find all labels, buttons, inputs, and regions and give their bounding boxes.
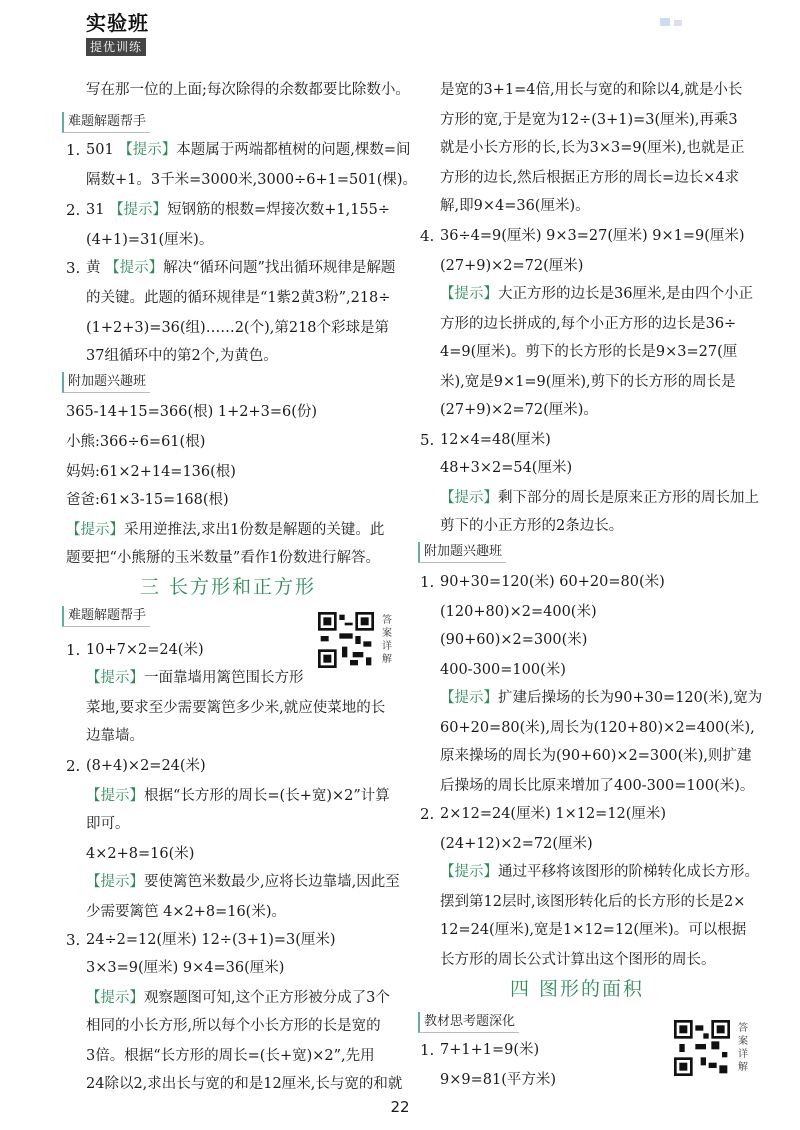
qr-code-icon	[318, 612, 374, 668]
qr-caption: 答案详解	[738, 1023, 748, 1073]
text-line: 写在那一位的上面;每次除得的余数都要比除数小。	[86, 82, 410, 98]
hint-marker: 【提示】	[440, 690, 498, 706]
qr-caption: 答案详解	[382, 615, 392, 665]
answer-line: 7+1+1=9(米)	[440, 1042, 540, 1058]
answer-line: (27+9)×2=72(厘米)	[440, 258, 584, 274]
question-number: 2.	[66, 201, 81, 219]
section-label: 难题解题帮手	[62, 112, 150, 133]
brand-title: 实验班	[86, 11, 149, 35]
hint-marker: 【提示】	[440, 490, 498, 506]
answer-line: 原来操场的周长为(90+60)×2=300(米),则扩建	[440, 748, 752, 764]
answer-line: (8+4)×2=24(米)	[86, 758, 206, 774]
question-number: 4.	[420, 227, 435, 245]
answer-line: 48+3×2=54(厘米)	[440, 460, 573, 476]
answer-line: (4+1)=31(厘米)。	[86, 232, 214, 248]
answer-line: 12×4=48(厘米)	[440, 432, 551, 448]
hint-marker: 【提示】	[440, 286, 498, 302]
answer-line: (90+60)×2=300(米)	[440, 632, 588, 648]
answer-line: 400-300=100(米)	[440, 662, 566, 678]
answer-line: (27+9)×2=72(厘米)。	[440, 402, 598, 418]
answer-line: 60+20=80(米),周长为(120+80)×2=400(米),	[440, 720, 755, 736]
answer-line: 2×12=24(厘米) 1×12=12(厘米)	[440, 806, 667, 822]
answer-line: 的关键。此题的循环规律是“1紫2黄3粉”,218÷	[86, 290, 391, 306]
hint-marker: 【提示】	[118, 142, 177, 158]
answer-line: 10+7×2=24(米)	[86, 642, 204, 658]
hint-line: 【提示】大正方形的边长是36厘米,是由四个小正	[440, 286, 754, 302]
hint-marker: 【提示】	[105, 260, 164, 276]
answer-line: 方形的宽,于是宽为12÷(3+1)=3(厘米),再乘3	[440, 112, 738, 128]
answer-line: 36÷4=9(厘米) 9×3=27(厘米) 9×1=9(厘米)	[440, 228, 745, 244]
answer-line: 31 【提示】短钢筋的根数=焊接次数+1,155÷	[86, 202, 391, 218]
section-label: 附加题兴趣班	[418, 542, 506, 563]
brand-logo	[86, 10, 166, 56]
hint-line: 题要把“小熊掰的玉米数量”看作1份数进行解答。	[66, 550, 381, 566]
answer-line: (24+12)×2=72(厘米)	[440, 836, 593, 852]
answer-line: 24÷2=12(厘米) 12÷(3+1)=3(厘米)	[86, 932, 336, 948]
chapter-title: 三 长方形和正方形	[140, 576, 317, 598]
hint-marker: 【提示】	[66, 522, 124, 538]
answer-line: 9×9=81(平方米)	[440, 1072, 557, 1088]
answer-line: 方形的边长,然后根据正方形的周长=边长×4求	[440, 170, 740, 186]
brand-subtitle: 提优训练	[86, 38, 146, 56]
answer-line: 剪下的小正方形的2条边长。	[440, 518, 624, 534]
question-number: 1.	[420, 573, 435, 591]
section-label: 难题解题帮手	[62, 606, 150, 627]
chapter-title: 四 图形的面积	[510, 978, 645, 1000]
hint-marker: 【提示】	[86, 670, 144, 686]
hint-marker: 【提示】	[109, 202, 168, 218]
question-number: 3.	[66, 259, 81, 277]
answer-line: 摆到第12层时,该图形转化后的长方形的长是2×	[440, 894, 746, 910]
hint-line: 【提示】采用逆推法,求出1份数是解题的关键。此	[66, 522, 385, 538]
answer-line: 3倍。根据“长方形的周长=(长+宽)×2”,先用	[86, 1048, 375, 1064]
qr-code-icon	[674, 1020, 730, 1076]
question-number: 1.	[420, 1041, 435, 1059]
hint-line: 【提示】一面靠墙用篱笆围长方形	[86, 670, 304, 686]
hint-marker: 【提示】	[440, 864, 498, 880]
hint-line: 【提示】根据“长方形的周长=(长+宽)×2”计算	[86, 788, 390, 804]
answer-line: 妈妈:61×2+14=136(根)	[66, 464, 236, 480]
answer-line: 即可。	[86, 816, 130, 832]
answer-line: 90+30=120(米) 60+20=80(米)	[440, 574, 665, 590]
answer-line: (120+80)×2=400(米)	[440, 604, 597, 620]
section-label: 教材思考题深化	[418, 1012, 519, 1033]
hint-marker: 【提示】	[86, 788, 144, 804]
answer-line: 爸爸:61×3-15=168(根)	[66, 492, 229, 508]
answer-line: 米),宽是9×1=9(厘米),剪下的长方形的周长是	[440, 374, 736, 390]
answer-line: 隔数+1。3千米=3000米,3000÷6+1=501(棵)。	[86, 172, 418, 188]
answer-line: 边靠墙。	[86, 728, 144, 744]
answer-line: 4×2+8=16(米)	[86, 846, 195, 862]
answer-line: 24除以2,求出长与宽的和是12厘米,长与宽的和就	[86, 1076, 403, 1092]
answer-line: 相同的小长方形,所以每个小长方形的长是宽的	[86, 1018, 381, 1034]
hint-line: 【提示】通过平移将该图形的阶梯转化成长方形。	[440, 864, 759, 880]
hint-marker: 【提示】	[86, 990, 144, 1006]
answer-line: 3×3=9(厘米) 9×4=36(厘米)	[86, 960, 285, 976]
answer-line: 菜地,要求至少需要篱笆多少米,就应使菜地的长	[86, 700, 386, 716]
corner-decoration-icon	[640, 14, 690, 32]
question-number: 2.	[420, 805, 435, 823]
section-label: 附加题兴趣班	[62, 372, 150, 393]
question-number: 1.	[66, 141, 81, 159]
answer-line: 解,即9×4=36(厘米)。	[440, 198, 590, 214]
answer-line: 黄 【提示】解决“循环问题”找出循环规律是解题	[86, 260, 396, 276]
answer-line: (1+2+3)=36(组)……2(个),第218个彩球是第	[86, 320, 390, 336]
hint-line: 【提示】剩下部分的周长是原来正方形的周长加上	[440, 490, 759, 506]
answer-line: 是宽的3+1=4倍,用长与宽的和除以4,就是小长	[440, 82, 743, 98]
answer-line: 方形的边长拼成的,每个小正方形的边长是36÷	[440, 316, 737, 332]
hint-marker: 【提示】	[86, 874, 144, 890]
hint-line: 【提示】要使篱笆米数最少,应将长边靠墙,因此至	[86, 874, 400, 890]
hint-line: 【提示】观察题图可知,这个正方形被分成了3个	[86, 990, 390, 1006]
question-number: 5.	[420, 431, 435, 449]
answer-line: 少需要篱笆 4×2+8=16(米)。	[86, 904, 286, 920]
question-number: 1.	[66, 641, 81, 659]
question-number: 2.	[66, 757, 81, 775]
question-number: 3.	[66, 931, 81, 949]
answer-line: 4=9(厘米)。剪下的长方形的长是9×3=27(厘	[440, 344, 738, 360]
answer-line: 长方形的周长公式计算出这个图形的周长。	[440, 952, 716, 968]
page-number: 22	[390, 1098, 410, 1116]
answer-line: 12=24(厘米),宽是1×12=12(厘米)。可以根据	[440, 922, 747, 938]
answer-line: 小熊:366÷6=61(根)	[66, 434, 206, 450]
answer-line: 就是小长方形的长,长为3×3=9(厘米),也就是正	[440, 140, 745, 156]
answer-line: 365-14+15=366(根) 1+2+3=6(份)	[66, 404, 318, 420]
answer-line: 501 【提示】本题属于两端都植树的问题,棵数=间	[86, 142, 411, 158]
hint-line: 【提示】扩建后操场的长为90+30=120(米),宽为	[440, 690, 763, 706]
answer-line: 后操场的周长比原来增加了400-300=100(米)。	[440, 778, 755, 794]
answer-line: 37组循环中的第2个,为黄色。	[86, 348, 278, 364]
